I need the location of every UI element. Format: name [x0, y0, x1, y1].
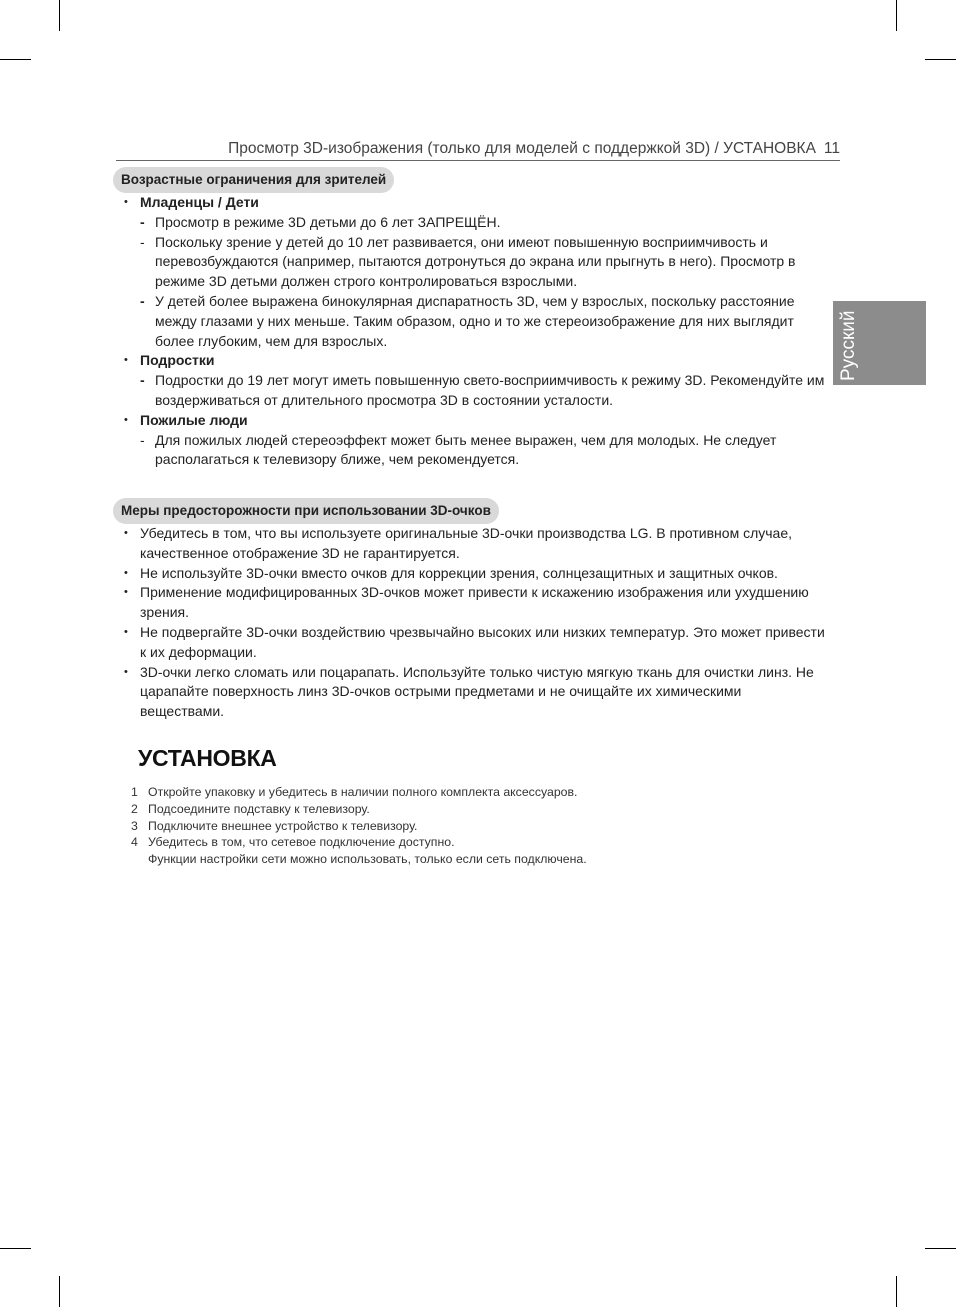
- crop-mark: [59, 1276, 60, 1307]
- page-number: 11: [823, 140, 840, 157]
- bullet-marker: •: [124, 527, 128, 539]
- list-item: • Не подвергайте 3D-очки воздействию чрезвычайно высоких или низких температур. Это может привести к их деформации.: [124, 623, 825, 660]
- crop-mark: [59, 0, 60, 31]
- list-item: • Убедитесь в том, что вы используете оригинальные 3D-очки производства LG. В противном случае, качественное отображение 3D не гарантируется.: [124, 525, 793, 561]
- list-item: • 3D-очки легко сломать или поцарапать. Используйте только чистую мягкую ткань для очистки линз. Не царапайте поверхность линз 3D-очков острыми предметами и не очищайте их химическими веществами.: [124, 663, 814, 720]
- dash-marker: -: [140, 431, 145, 448]
- age-section-body: [116, 193, 826, 470]
- crop-mark: [896, 1276, 897, 1307]
- bullet-marker: •: [124, 665, 128, 678]
- page-header: [116, 140, 840, 158]
- header-title: Просмотр 3D-изображения (только для моделей с поддержкой 3D) / УСТАНОВКА: [228, 140, 816, 157]
- step-number: 1: [131, 785, 138, 799]
- crop-mark: [0, 1248, 31, 1249]
- step-number: 3: [131, 818, 138, 833]
- bullet-marker: •: [124, 566, 128, 579]
- crop-mark: [925, 1248, 956, 1249]
- glasses-section-heading: Меры предосторожности при использовании 3D-очков: [113, 498, 499, 524]
- bullet-marker: •: [124, 625, 128, 638]
- installation-step: 1 Откройте упаковку и убедитесь в наличии полного комплекта аксессуаров.: [131, 785, 578, 799]
- dash-marker: -: [140, 213, 145, 230]
- installation-steps: [128, 784, 728, 868]
- installation-step: 2 Подсоедините подставку к телевизору.: [131, 801, 370, 816]
- crop-mark: [0, 59, 31, 60]
- language-side-tab-label: Русский: [838, 310, 859, 381]
- bullet-marker: •: [124, 196, 128, 208]
- step-number: 4: [131, 835, 138, 850]
- list-item: - Просмотр в режиме 3D детьми до 6 лет ЗАПРЕЩЁН.: [116, 213, 826, 233]
- installation-step: 3 Подключите внешнее устройство к телевизору.: [131, 818, 418, 833]
- language-side-tab: [833, 301, 926, 385]
- list-item: - Для пожилых людей стереоэффект может быть менее выражен, чем для молодых. Не следует располагаться к телевизору ближе, чем рекомендуется.: [140, 431, 777, 468]
- installation-title: УСТАНОВКА: [138, 745, 277, 771]
- header-rule: [116, 160, 840, 161]
- age-group-title: • Пожилые люди: [116, 411, 826, 431]
- list-item: • Не используйте 3D-очки вместо очков для коррекции зрения, солнцезащитных и защитных очков.: [116, 564, 826, 584]
- list-item: • Применение модифицированных 3D-очков может привести к искажению изображения или ухудшению зрения.: [124, 584, 809, 621]
- dash-marker: -: [140, 372, 145, 389]
- installation-step: 4 Убедитесь в том, что сетевое подключение доступно.: [131, 835, 455, 850]
- glasses-section-body: [116, 524, 826, 722]
- dash-marker: -: [140, 292, 145, 309]
- list-item: - Подростки до 19 лет могут иметь повышенную свето-восприимчивость к режиму 3D. Рекомендуйте им воздерживаться от длительного просмотра 3D в состоянии усталости.: [140, 372, 825, 408]
- installation-note: Функции настройки сети можно использовать, только если сеть подключена.: [148, 852, 587, 867]
- list-item: - Поскольку зрение у детей до 10 лет развивается, они имеют повышенную восприимчивость и перевозбуждаются (например, пытаются дотронуться до экрана или прыгнуть в него). Просмотр в режиме 3D детьми должен строго контролироваться взрослыми.: [140, 233, 796, 290]
- dash-marker: -: [140, 233, 145, 250]
- step-number: 2: [131, 801, 138, 816]
- bullet-marker: •: [124, 354, 128, 367]
- crop-mark: [925, 59, 956, 60]
- age-group-title: • Младенцы / Дети: [116, 193, 826, 213]
- bullet-marker: •: [124, 586, 128, 599]
- bullet-marker: •: [124, 413, 128, 426]
- list-item: - У детей более выражена бинокулярная диспаратность 3D, чем у взрослых, поскольку расстояние между глазами у них меньше. Таким образом, одно и то же стереоизображение для них выглядит более глубоким, чем для взрослых.: [140, 292, 795, 349]
- age-section-heading: Возрастные ограничения для зрителей: [113, 167, 394, 193]
- crop-mark: [896, 0, 897, 31]
- age-group-title: • Подростки: [116, 351, 826, 371]
